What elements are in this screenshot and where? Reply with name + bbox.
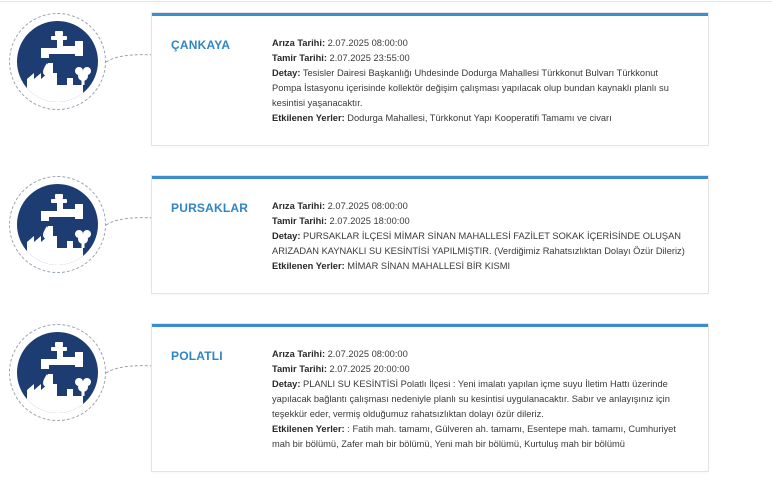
connector-line (106, 49, 154, 63)
fault-date-value: 2.07.2025 08:00:00 (327, 38, 408, 48)
detail-value: PURSAKLAR İLÇESİ MİMAR SİNAN MAHALLESİ FAZİLET SOKAK İÇERİSİNDE OLUŞAN ARIZADAN KAYNAKLI SU KESİNTİSİ YAPILMIŞTIR. (Verdiğimiz Rahatsızlıktan Dolayı Özür Dileriz) (272, 231, 685, 256)
repair-date-label: Tamir Tarihi: (272, 216, 327, 226)
affected-value: : Fatih mah. tamamı, Gülveren ah. tamamı, Esentepe mah. tamamı, Cumhuriyet mah bir bölümü, Zafer mah bir bölümü, Yeni mah bir bölümü, Kurtuluş mah bir bölümü (272, 424, 676, 449)
affected-value: MİMAR SİNAN MAHALLESİ BİR KISMI (347, 261, 511, 271)
repair-date-value: 2.07.2025 20:00:00 (329, 364, 410, 374)
water-tap-icon (17, 184, 98, 265)
repair-date-value: 2.07.2025 18:00:00 (329, 216, 410, 226)
outage-details (272, 347, 687, 452)
detail-value: PLANLI SU KESİNTİSİ Polatlı İlçesi : Yeni imalatı yapılan içme suyu İletim Hattı üzerinde yapılacak bağlantı çalışması nedeniyle planlı su kesintisi uygulanacaktır. Sabır ve anlayışınız için teşekkür eder, vermiş olduğumuz rahatsızlıktan dolayı özür dileriz. (272, 379, 670, 419)
connector-line (106, 212, 154, 226)
repair-date-label: Tamir Tarihi: (272, 364, 327, 374)
top-divider (0, 1, 772, 2)
detail-label: Detay: (272, 379, 301, 389)
repair-date-label: Tamir Tarihi: (272, 53, 327, 63)
detail-value: Tesisler Dairesi Başkanlığı Uhdesinde Dodurga Mahallesi Türkkonut Bulvarı Türkkonut Pompa İstasyonu içerisinde kollektör değişim çalışması yapılacak olup bundan kaynaklı planlı su kesintisi yaşanacaktır. (272, 68, 669, 108)
district-name: ÇANKAYA (171, 38, 231, 52)
outage-card (152, 324, 708, 471)
affected-label: Etkilenen Yerler: (272, 113, 345, 123)
affected-value: Dodurga Mahallesi, Türkkonut Yapı Kooperatifi Tamamı ve civarı (347, 113, 612, 123)
district-badge (9, 324, 106, 421)
fault-date-label: Arıza Tarihi: (272, 201, 326, 211)
district-name: PURSAKLAR (171, 201, 249, 215)
district-badge (9, 176, 106, 273)
repair-date-value: 2.07.2025 23:55:00 (329, 53, 410, 63)
detail-label: Detay: (272, 68, 301, 78)
water-tap-icon (17, 21, 98, 102)
fault-date-value: 2.07.2025 08:00:00 (327, 349, 408, 359)
outage-card (152, 176, 708, 293)
outage-card (152, 13, 708, 145)
outage-entry-pursaklar (0, 176, 772, 321)
fault-date-label: Arıza Tarihi: (272, 349, 326, 359)
affected-label: Etkilenen Yerler: (272, 424, 345, 434)
outage-details (272, 36, 687, 126)
outage-entry-cankaya (0, 13, 772, 158)
district-badge (9, 13, 106, 110)
fault-date-value: 2.07.2025 08:00:00 (327, 201, 408, 211)
outage-entry-polatli (0, 324, 772, 474)
outage-details (272, 199, 687, 274)
fault-date-label: Arıza Tarihi: (272, 38, 326, 48)
connector-line (106, 360, 154, 374)
water-tap-icon (17, 332, 98, 413)
affected-label: Etkilenen Yerler: (272, 261, 345, 271)
detail-label: Detay: (272, 231, 301, 241)
district-name: POLATLI (171, 349, 223, 363)
